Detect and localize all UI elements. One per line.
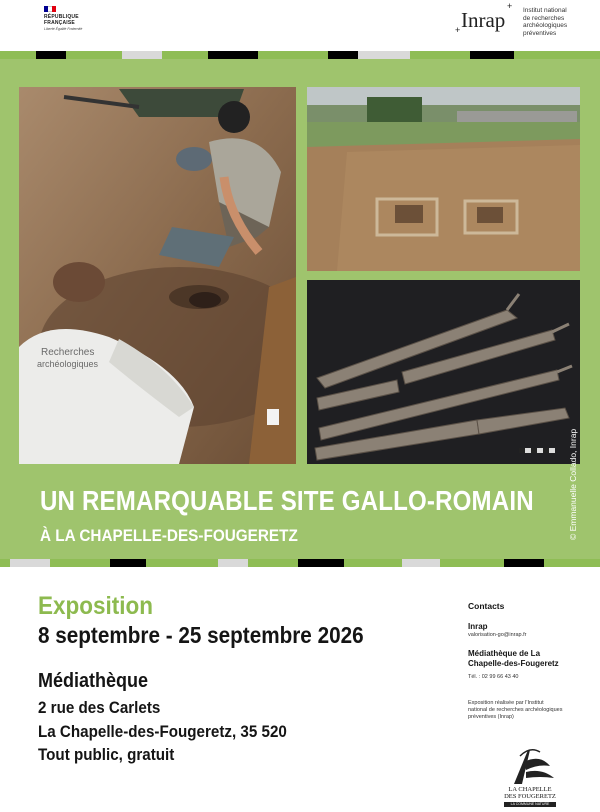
contact-mediatheque: Médiathèque de La [468, 649, 541, 658]
audience-info: Tout public, gratuit [38, 746, 175, 764]
vest-text: Recherches [41, 347, 95, 358]
address-city: La Chapelle-des-Fougeretz, 35 520 [38, 723, 287, 741]
french-flag-icon [44, 6, 56, 12]
address-street: 2 rue des Carlets [38, 699, 161, 717]
contacts-block [468, 601, 588, 721]
contact-inrap-email[interactable]: valorisation-go@inrap.fr [468, 632, 527, 638]
contact-mediatheque: Chapelle-des-Fougeretz [468, 659, 559, 668]
commune-name: LA CHAPELLE DES FOUGERETZ [504, 786, 556, 800]
top-stripe [0, 51, 600, 59]
bottom-stripe [0, 559, 600, 567]
republique-francaise-logo [44, 6, 104, 44]
photo-credit: © Emmanuelle Collado, Inrap [568, 428, 578, 540]
main-title: UN REMARQUABLE SITE GALLO-ROMAIN [40, 485, 534, 516]
rf-name-line2: FRANÇAISE [44, 20, 75, 26]
excavation-photo [19, 87, 296, 464]
exposition-label: Exposition [38, 592, 154, 620]
contact-inrap: Inrap [468, 622, 488, 631]
plus-icon: + [455, 25, 461, 35]
inrap-wordmark: Inrap [461, 8, 506, 32]
plus-icon: + [507, 1, 513, 11]
rf-name-line1: RÉPUBLIQUE [44, 14, 79, 20]
exhibition-note: national de recherches archéologiques [468, 707, 563, 713]
inrap-logo [455, 2, 575, 42]
venue-name: Médiathèque [38, 670, 149, 692]
swords-photo [307, 280, 580, 464]
exhibition-note: préventives (Inrap) [468, 714, 514, 720]
rf-motto: Liberté Égalité Fraternité [44, 27, 83, 31]
commune-logo [500, 744, 560, 808]
exhibition-note: Exposition réalisée par l'Institut [468, 700, 544, 706]
contacts-heading: Contacts [468, 601, 505, 611]
exhibition-dates: 8 septembre - 25 septembre 2026 [38, 622, 364, 648]
aerial-field-photo [307, 87, 580, 271]
subtitle: À LA CHAPELLE-DES-FOUGERETZ [40, 526, 298, 545]
vest-text: archéologiques [37, 359, 99, 369]
commune-emblem-icon [500, 744, 560, 786]
inrap-description: Institut national de recherches archéologiques préventives [523, 7, 568, 37]
commune-tagline: LA COMMUNE NATURE [504, 802, 556, 807]
contact-mediatheque-phone: Tél. : 02 99 66 43 40 [468, 674, 519, 680]
